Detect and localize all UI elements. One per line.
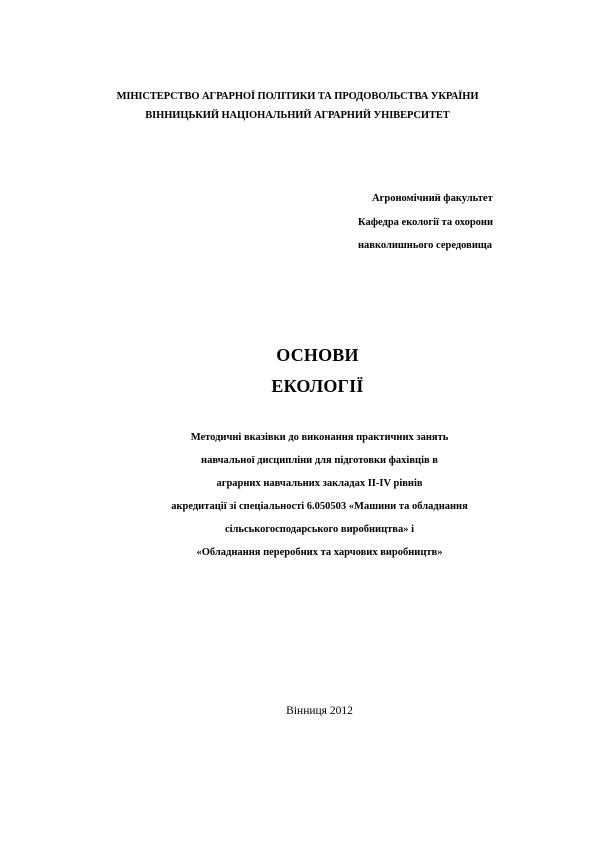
description-line: Методичні вказівки до виконання практичних занять xyxy=(190,432,449,443)
chair-name-line1: Кафедра екології та охорони xyxy=(358,217,494,228)
description-line: «Обладнання переробних та харчових виробництв» xyxy=(196,547,443,558)
description-line: навчальної дисципліни для підготовки фахівців в xyxy=(201,455,438,466)
title-line1: ОСНОВИ xyxy=(276,345,359,365)
faculty-name: Агрономічний факультет xyxy=(372,193,493,204)
place-and-year: Вінниця 2012 xyxy=(286,705,353,717)
description-line: сільськогосподарського виробництва» і xyxy=(224,524,415,535)
chair-name-line2: навколишнього середовища xyxy=(358,240,492,251)
description-line: акредитації зі спеціальності 6.050503 «Машини та обладнання xyxy=(171,501,468,512)
ministry-name: МІНІСТЕРСТВО АГРАРНОЇ ПОЛІТИКИ ТА ПРОДОВОЛЬСТВА УКРАЇНИ xyxy=(116,91,479,102)
description-line: аграрних навчальних закладах II-IV рівнів xyxy=(216,478,423,489)
title-line2: ЕКОЛОГІЇ xyxy=(271,376,364,396)
university-name: ВІННИЦЬКИЙ НАЦІОНАЛЬНИЙ АГРАРНИЙ УНІВЕРСИТЕТ xyxy=(145,110,450,121)
